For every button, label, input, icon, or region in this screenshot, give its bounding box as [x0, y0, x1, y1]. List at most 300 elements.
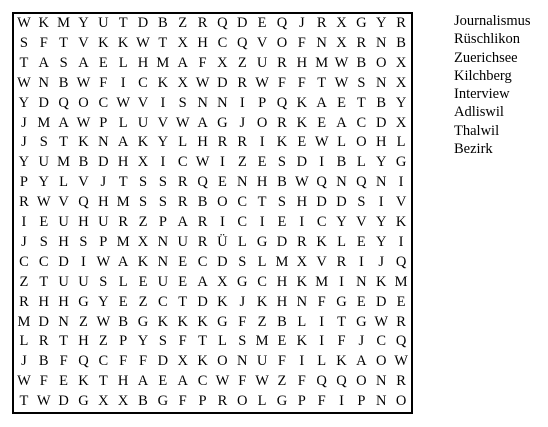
grid-letter: Q — [197, 174, 208, 191]
grid-letter: W — [374, 313, 389, 330]
grid-letter: O — [276, 34, 288, 51]
grid-letter: H — [296, 54, 308, 71]
grid-letter: Q — [276, 94, 288, 111]
grid-letter: B — [396, 34, 406, 51]
grid-letter: I — [160, 94, 166, 111]
grid-letter: S — [158, 333, 167, 350]
grid-letter: W — [255, 74, 269, 91]
grid-letter: W — [195, 74, 210, 91]
grid-letter: C — [98, 94, 109, 111]
grid-letter: G — [237, 273, 248, 290]
word-item: Adliswil — [454, 104, 504, 121]
grid-letter: X — [177, 353, 188, 370]
grid-letter: S — [357, 194, 366, 211]
grid-letter: W — [175, 114, 190, 131]
grid-letter: H — [375, 134, 387, 151]
grid-letter: N — [336, 174, 347, 191]
grid-letter: Z — [138, 293, 148, 310]
grid-letter: S — [39, 233, 48, 250]
grid-letter: X — [296, 253, 308, 270]
grid-letter: P — [99, 114, 108, 131]
grid-letter: C — [138, 74, 148, 91]
grid-letter: D — [237, 15, 248, 31]
grid-letter: F — [178, 333, 187, 350]
grid-letter: N — [375, 393, 387, 410]
grid-letter: Z — [237, 154, 247, 171]
grid-letter: C — [237, 194, 248, 211]
grid-letter: X — [336, 34, 347, 51]
grid-letter: W — [294, 174, 309, 191]
grid-letter: K — [117, 34, 129, 51]
grid-letter: Q — [217, 15, 228, 31]
grid-letter: D — [197, 293, 208, 310]
grid-letter: O — [78, 94, 89, 111]
grid-letter: D — [38, 94, 49, 111]
grid-letter: F — [138, 353, 148, 370]
grid-letter: S — [19, 34, 28, 51]
grid-letter: Y — [38, 174, 49, 191]
grid-letter: V — [256, 34, 268, 51]
grid-letter: R — [396, 373, 406, 390]
word-list — [454, 12, 531, 158]
grid-letter: X — [336, 15, 347, 31]
grid-letter: J — [21, 353, 27, 370]
grid-letter: L — [257, 253, 267, 270]
word-item: Thalwil — [454, 122, 500, 139]
grid-letter: N — [38, 74, 49, 91]
grid-letter: K — [137, 134, 149, 151]
grid-letter: G — [217, 114, 228, 131]
grid-letter: K — [137, 253, 149, 270]
grid-letter: P — [198, 393, 207, 410]
grid-letter: K — [336, 353, 347, 370]
grid-letter: A — [197, 114, 208, 131]
grid-letter: A — [356, 353, 367, 370]
grid-letter: D — [336, 194, 347, 211]
grid-letter: D — [375, 293, 387, 310]
grid-letter: M — [37, 114, 51, 131]
grid-letter: Z — [98, 333, 108, 350]
grid-letter: H — [276, 273, 288, 290]
grid-letter: L — [257, 393, 267, 410]
grid-letter: Z — [138, 214, 148, 230]
grid-letter: Q — [276, 15, 288, 31]
grid-letter: Q — [395, 253, 407, 270]
grid-letter: J — [21, 134, 27, 151]
grid-letter: N — [237, 174, 248, 191]
grid-letter: E — [257, 154, 267, 171]
grid-letter: I — [81, 253, 86, 270]
grid-letter: P — [357, 393, 366, 410]
grid-letter: H — [58, 293, 69, 310]
grid-letter: X — [217, 54, 228, 71]
grid-letter: M — [116, 194, 130, 211]
grid-letter: J — [378, 253, 385, 270]
grid-row — [14, 14, 411, 34]
grid-letter: L — [19, 333, 29, 350]
grid-letter: N — [375, 373, 387, 390]
grid-row — [14, 253, 411, 273]
grid-letter: F — [99, 74, 108, 91]
grid-letter: Y — [375, 15, 387, 31]
word-search-grid — [12, 12, 413, 414]
grid-letter: D — [58, 253, 69, 270]
grid-letter: R — [38, 333, 49, 350]
grid-letter: N — [197, 94, 208, 111]
grid-row — [14, 94, 411, 114]
grid-letter: P — [258, 94, 267, 111]
grid-letter: C — [197, 373, 208, 390]
grid-letter: E — [396, 293, 406, 310]
grid-letter: U — [256, 54, 268, 71]
grid-row — [14, 74, 411, 94]
grid-letter: V — [316, 253, 327, 270]
grid-letter: I — [339, 273, 344, 290]
grid-letter: D — [296, 154, 308, 171]
grid-letter: R — [118, 214, 128, 230]
grid-letter: H — [296, 194, 308, 211]
grid-letter: H — [58, 233, 69, 250]
grid-letter: O — [375, 54, 387, 71]
grid-letter: T — [337, 313, 346, 330]
grid-letter: A — [177, 373, 188, 390]
grid-letter: K — [296, 333, 308, 350]
grid-letter: H — [197, 34, 208, 51]
grid-letter: U — [98, 15, 109, 31]
grid-letter: Z — [178, 15, 188, 31]
grid-letter: H — [197, 134, 208, 151]
grid-letter: T — [59, 134, 69, 151]
grid-letter: B — [277, 313, 287, 330]
grid-letter: S — [178, 94, 187, 111]
grid-letter: K — [276, 134, 288, 151]
grid-letter: M — [116, 233, 130, 250]
grid-letter: N — [375, 74, 387, 91]
grid-letter: K — [157, 74, 169, 91]
grid-letter: E — [317, 114, 327, 131]
grid-letter: F — [297, 34, 306, 51]
grid-letter: D — [276, 233, 288, 250]
grid-letter: M — [17, 313, 31, 330]
grid-letter: T — [356, 94, 366, 111]
grid-letter: G — [217, 313, 228, 330]
grid-letter: T — [118, 174, 128, 191]
grid-letter: L — [396, 134, 406, 151]
grid-row — [14, 114, 411, 134]
grid-letter: S — [357, 74, 366, 91]
grid-letter: E — [277, 214, 287, 230]
grid-letter: R — [237, 74, 248, 91]
grid-letter: R — [396, 313, 406, 330]
grid-row — [14, 133, 411, 153]
grid-letter: Z — [277, 373, 287, 390]
grid-letter: M — [315, 54, 329, 71]
grid-letter: S — [99, 273, 108, 290]
grid-letter: O — [395, 393, 407, 410]
grid-letter: K — [296, 94, 308, 111]
grid-letter: J — [298, 15, 305, 31]
grid-letter: O — [256, 114, 268, 131]
grid-letter: D — [316, 194, 327, 211]
grid-letter: K — [217, 293, 228, 310]
grid-letter: M — [156, 54, 170, 71]
grid-letter: G — [256, 233, 268, 250]
grid-letter: E — [257, 15, 267, 31]
grid-letter: B — [356, 54, 367, 71]
grid-letter: T — [158, 34, 168, 51]
grid-letter: E — [277, 333, 287, 350]
grid-letter: V — [356, 214, 367, 230]
grid-letter: K — [38, 15, 49, 31]
grid-letter: X — [395, 74, 407, 91]
grid-letter: H — [276, 293, 288, 310]
grid-letter: W — [394, 353, 408, 370]
grid-letter: K — [197, 353, 208, 370]
grid-letter: C — [197, 253, 208, 270]
grid-letter: F — [59, 353, 68, 370]
grid-letter: N — [98, 134, 109, 151]
grid-letter: J — [239, 293, 246, 310]
grid-letter: I — [259, 214, 265, 230]
grid-letter: A — [177, 214, 188, 230]
grid-letter: N — [316, 34, 327, 51]
grid-letter: T — [178, 293, 188, 310]
grid-letter: L — [337, 134, 346, 151]
grid-letter: E — [297, 134, 307, 151]
grid-letter: M — [275, 253, 289, 270]
grid-letter: Q — [336, 373, 347, 390]
grid-row — [14, 153, 411, 173]
grid-letter: E — [356, 293, 366, 310]
grid-letter: P — [297, 393, 306, 410]
grid-letter: T — [317, 74, 327, 91]
grid-letter: G — [78, 293, 89, 310]
word-item: Kilchberg — [454, 67, 512, 84]
grid-letter: F — [178, 393, 187, 410]
grid-letter: W — [96, 313, 111, 330]
grid-letter: Q — [58, 94, 69, 111]
grid-letter: E — [59, 373, 69, 390]
grid-letter: Q — [237, 34, 248, 51]
grid-letter: Y — [78, 15, 89, 31]
grid-letter: J — [21, 114, 27, 131]
grid-letter: D — [98, 154, 109, 171]
grid-letter: R — [396, 15, 406, 31]
grid-row — [14, 173, 411, 193]
grid-letter: I — [160, 154, 166, 171]
grid-letter: R — [277, 54, 287, 71]
grid-letter: K — [98, 34, 109, 51]
grid-letter: W — [17, 15, 31, 31]
grid-letter: W — [76, 114, 91, 131]
grid-letter: N — [296, 293, 308, 310]
grid-letter: O — [237, 393, 248, 410]
grid-letter: F — [277, 74, 286, 91]
grid-letter: W — [36, 393, 51, 410]
grid-letter: C — [217, 34, 228, 51]
grid-letter: B — [38, 353, 49, 370]
grid-letter: K — [375, 273, 387, 290]
grid-letter: Ü — [217, 233, 228, 250]
grid-letter: J — [358, 333, 365, 350]
grid-letter: A — [78, 54, 89, 71]
grid-letter: X — [177, 34, 188, 51]
grid-letter: J — [239, 114, 246, 131]
grid-letter: F — [238, 373, 247, 390]
grid-letter: Y — [336, 214, 347, 230]
grid-letter: B — [78, 154, 89, 171]
grid-letter: W — [195, 154, 210, 171]
grid-letter: L — [317, 353, 327, 370]
grid-letter: N — [157, 253, 169, 270]
grid-letter: I — [220, 154, 225, 171]
grid-letter: Q — [395, 333, 407, 350]
grid-letter: D — [58, 393, 69, 410]
grid-letter: I — [398, 233, 404, 250]
grid-letter: K — [197, 313, 208, 330]
grid-letter: I — [339, 393, 344, 410]
grid-letter: R — [277, 114, 287, 131]
grid-letter: E — [39, 214, 49, 230]
grid-letter: R — [356, 34, 367, 51]
grid-row — [14, 213, 411, 233]
grid-letter: S — [277, 154, 286, 171]
grid-letter: O — [356, 134, 367, 151]
grid-letter: I — [259, 134, 265, 151]
grid-letter: R — [217, 134, 228, 151]
grid-letter: M — [394, 273, 408, 290]
grid-letter: W — [116, 94, 131, 111]
grid-letter: Z — [19, 273, 29, 290]
grid-letter: W — [136, 34, 150, 51]
grid-letter: S — [138, 174, 148, 191]
grid-letter: H — [137, 54, 149, 71]
grid-letter: Z — [79, 313, 88, 330]
grid-letter: C — [38, 253, 49, 270]
grid-row — [14, 293, 411, 313]
grid-letter: I — [358, 253, 364, 270]
grid-letter: V — [157, 114, 169, 131]
grid-letter: C — [316, 214, 327, 230]
grid-letter: S — [158, 194, 167, 211]
grid-letter: R — [296, 233, 307, 250]
grid-letter: V — [395, 194, 407, 211]
grid-letter: L — [297, 313, 307, 330]
grid-letter: D — [375, 114, 387, 131]
word-item: Interview — [454, 86, 510, 103]
grid-letter: K — [177, 313, 188, 330]
grid-row — [14, 332, 411, 352]
grid-letter: A — [38, 54, 49, 71]
grid-letter: R — [197, 214, 208, 230]
grid-letter: T — [59, 333, 69, 350]
grid-letter: H — [78, 333, 89, 350]
grid-letter: A — [177, 54, 188, 71]
grid-letter: E — [178, 273, 188, 290]
grid-letter: K — [316, 233, 327, 250]
grid-letter: I — [220, 214, 225, 230]
grid-letter: G — [395, 154, 407, 171]
grid-letter: B — [277, 174, 287, 191]
grid-letter: C — [158, 293, 168, 310]
grid-letter: N — [375, 174, 387, 191]
grid-letter: W — [334, 54, 349, 71]
grid-letter: E — [178, 253, 188, 270]
grid-letter: J — [100, 174, 107, 191]
grid-letter: E — [138, 273, 148, 290]
grid-letter: Y — [395, 94, 407, 111]
grid-letter: F — [317, 293, 326, 310]
grid-letter: I — [299, 214, 305, 230]
grid-letter: Y — [18, 154, 30, 171]
grid-letter: H — [256, 174, 268, 191]
grid-letter: W — [215, 373, 230, 390]
grid-letter: K — [78, 134, 89, 151]
grid-letter: W — [36, 194, 51, 211]
grid-row — [14, 54, 411, 74]
grid-letter: K — [157, 313, 169, 330]
grid-letter: V — [78, 174, 89, 191]
grid-letter: T — [257, 194, 267, 211]
grid-letter: P — [158, 214, 167, 230]
grid-letter: F — [119, 353, 128, 370]
grid-letter: R — [177, 194, 188, 211]
grid-letter: M — [255, 333, 269, 350]
grid-letter: A — [58, 114, 69, 131]
grid-letter: L — [217, 333, 227, 350]
grid-letter: N — [157, 233, 169, 250]
grid-letter: R — [197, 233, 208, 250]
grid-row — [14, 273, 411, 293]
grid-letter: A — [117, 134, 129, 151]
grid-letter: U — [157, 273, 169, 290]
grid-letter: E — [217, 174, 227, 191]
grid-letter: T — [98, 373, 108, 390]
grid-letter: N — [375, 34, 387, 51]
grid-letter: I — [120, 74, 126, 91]
grid-letter: V — [137, 94, 149, 111]
grid-letter: Z — [237, 54, 247, 71]
grid-letter: U — [58, 214, 69, 230]
grid-letter: V — [58, 194, 69, 211]
grid-letter: G — [276, 393, 288, 410]
grid-letter: L — [337, 233, 346, 250]
grid-letter: D — [137, 15, 149, 31]
grid-letter: G — [336, 293, 347, 310]
grid-letter: Y — [98, 293, 109, 310]
grid-letter: P — [119, 333, 128, 350]
grid-letter: I — [319, 333, 325, 350]
grid-letter: U — [256, 353, 268, 370]
grid-letter: B — [376, 94, 387, 111]
grid-letter: L — [356, 154, 366, 171]
grid-letter: R — [336, 253, 347, 270]
grid-letter: Z — [257, 313, 267, 330]
grid-letter: L — [178, 134, 188, 151]
grid-letter: Y — [375, 214, 387, 230]
grid-letter: R — [177, 174, 188, 191]
grid-letter: X — [217, 273, 228, 290]
grid-letter: T — [198, 333, 207, 350]
grid-letter: S — [158, 174, 167, 191]
grid-letter: X — [395, 114, 407, 131]
grid-letter: O — [217, 194, 228, 211]
grid-letter: T — [39, 273, 49, 290]
grid-letter: W — [96, 253, 111, 270]
grid-letter: U — [137, 114, 149, 131]
grid-letter: U — [98, 214, 109, 230]
grid-letter: B — [336, 154, 347, 171]
